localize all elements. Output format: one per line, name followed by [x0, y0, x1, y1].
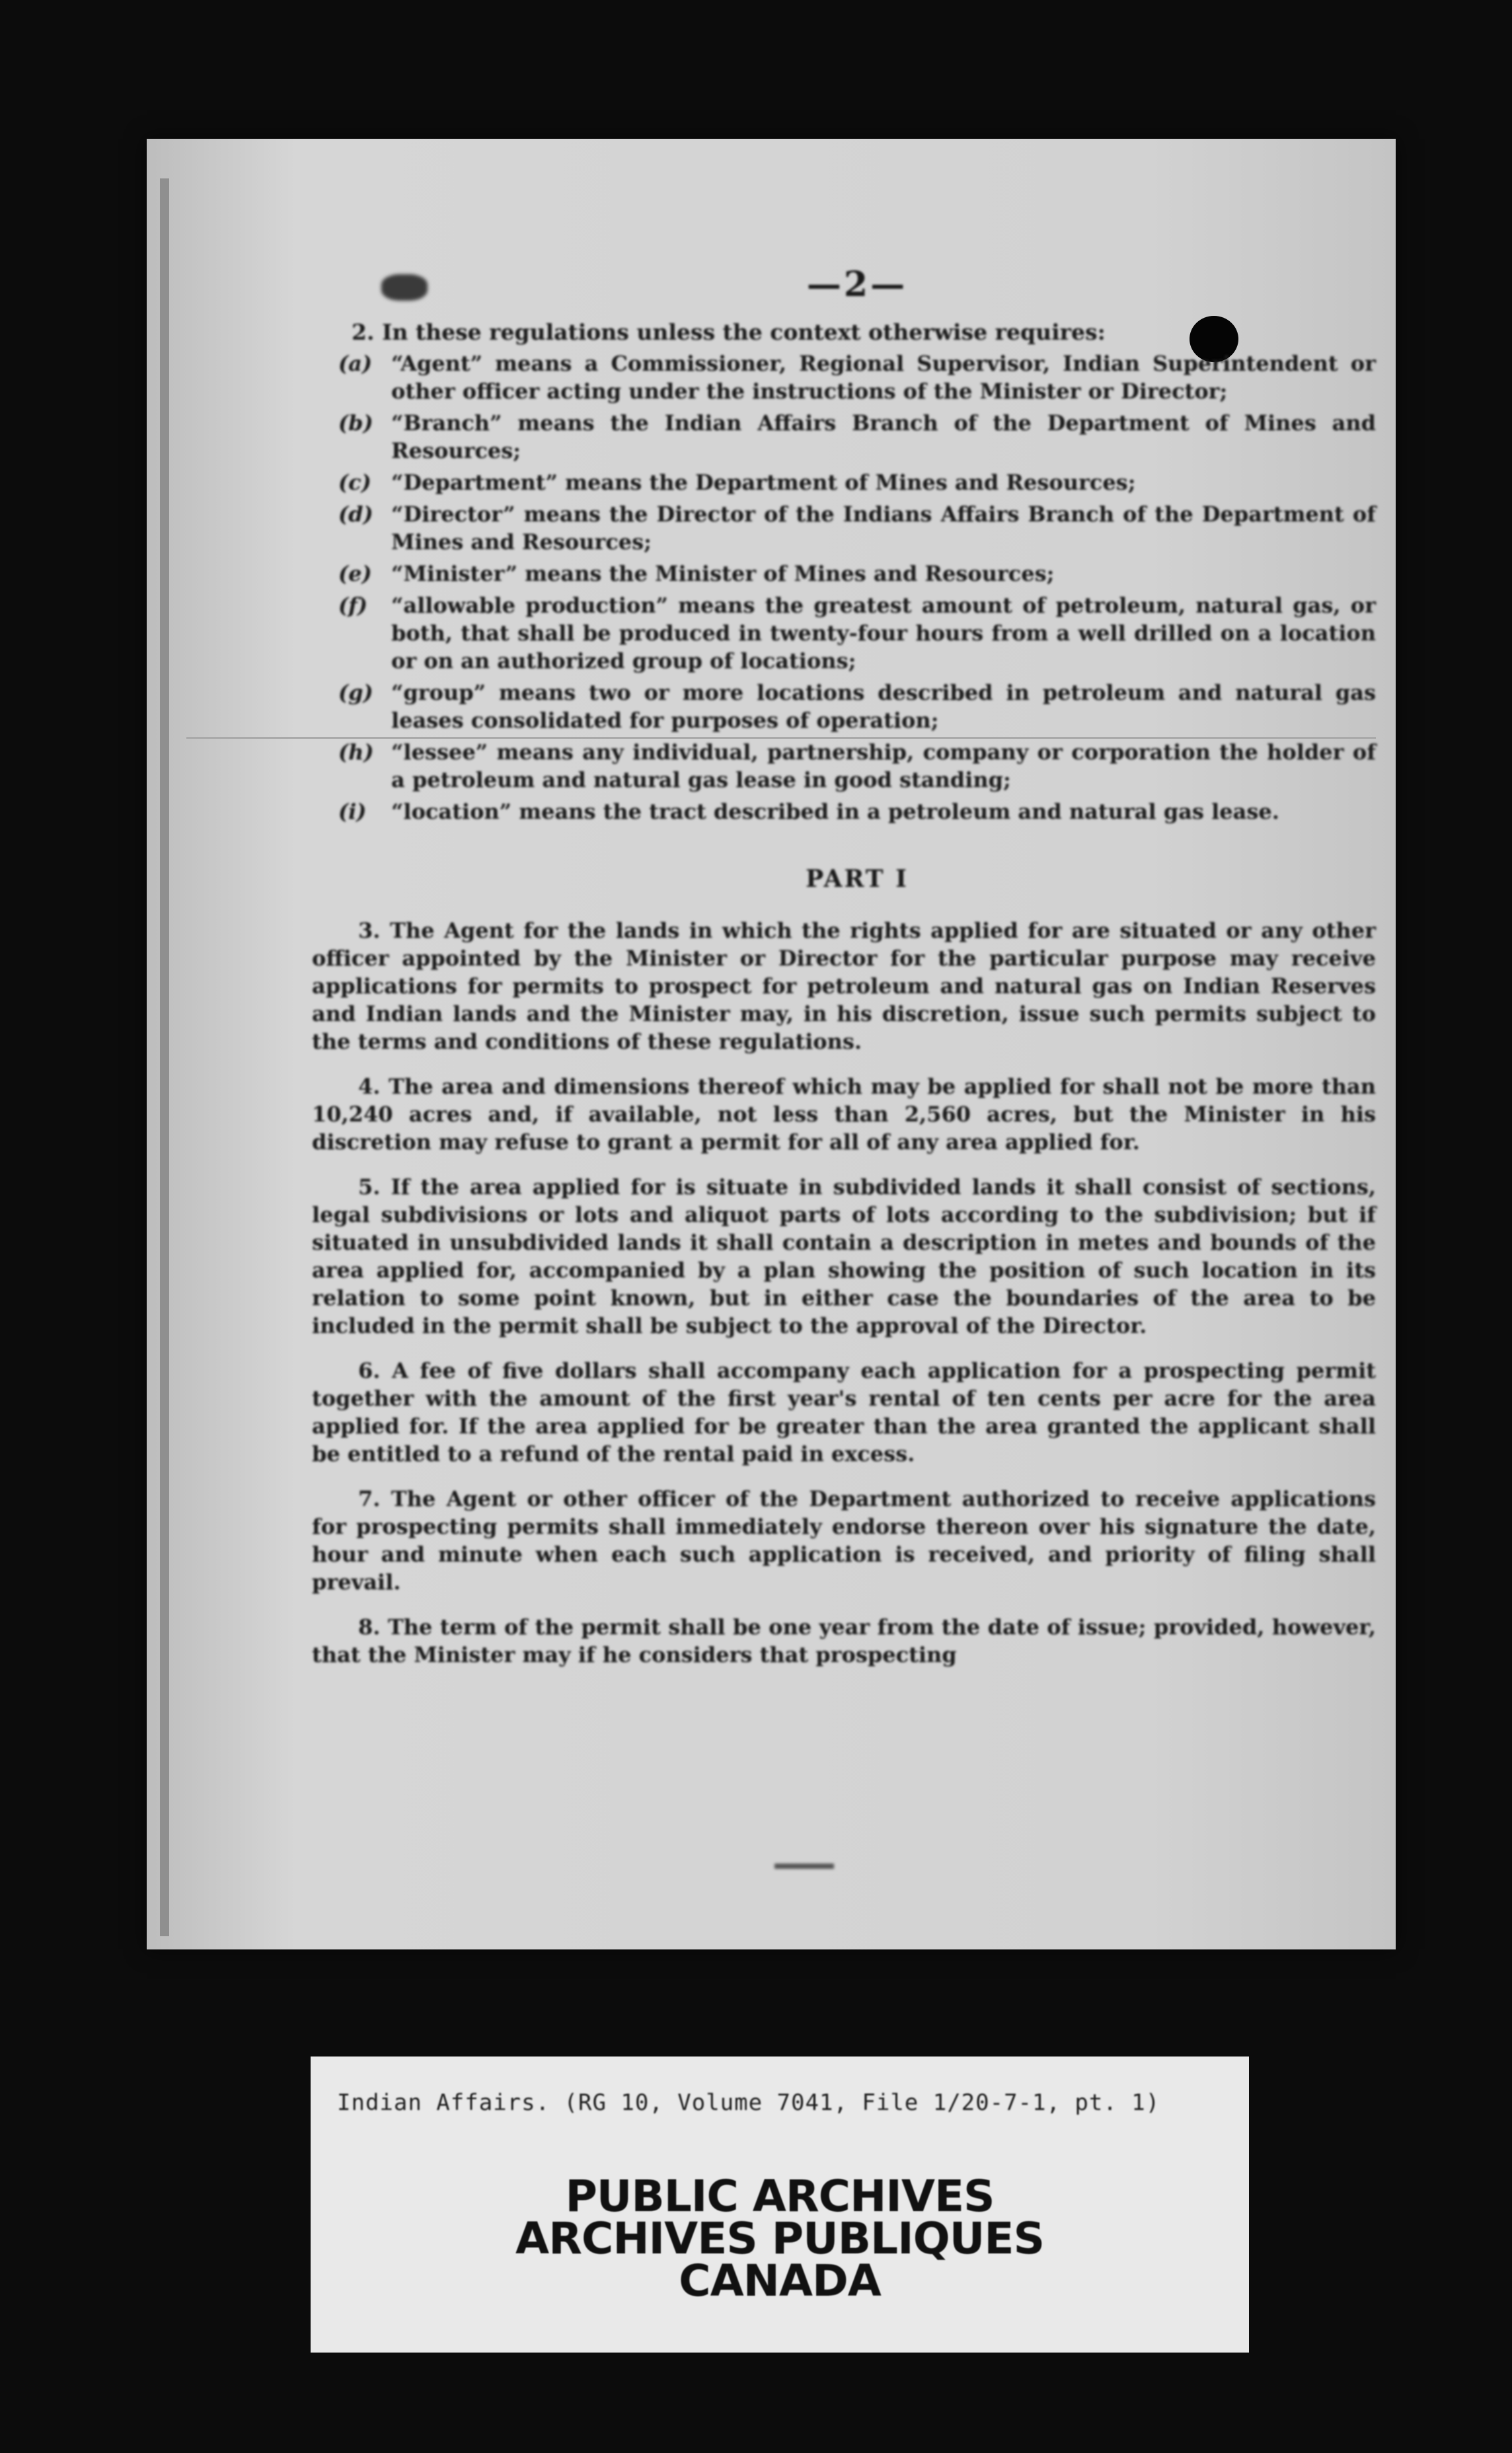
- definition-label: (d): [338, 502, 373, 527]
- page-content: [312, 264, 1376, 1686]
- page-bottom-mark: [775, 1864, 834, 1869]
- definition-text: “Agent” means a Commissioner, Regional Supervisor, Indian Superintendent or other officer acting under the instructions of the Minister or Director;: [391, 351, 1376, 404]
- archive-label-card: [311, 2057, 1249, 2353]
- definition-label: (e): [338, 561, 372, 586]
- section-paragraph: 5. If the area applied for is situate in subdivided lands it shall consist of sections, legal subdivisions or lots and aliquot parts of lots according to the subdivision; but if situated in unsubdivided lands it shall contain a description in metes and bounds of the area applied for, accompanied by a plan showing the position of such location in its relation to some point known, but in either case the boundaries of the area to be included in the permit shall be subject to the approval of the Director.: [312, 1174, 1376, 1338]
- section-paragraph: 4. The area and dimensions thereof which may be applied for shall not be more than 10,240 acres and, if available, not less than 2,560 acres, but the Minister in his discretion may refuse to grant a permit for all of any area applied for.: [312, 1074, 1376, 1154]
- definition-item: [338, 409, 1376, 465]
- definition-item: [338, 738, 1376, 794]
- definition-label: (i): [338, 799, 367, 824]
- page-edge-shadow: [160, 178, 169, 1936]
- section-paragraph: 6. A fee of five dollars shall accompany each application for a prospecting permit together with the amount of the first year's rental of ten cents per acre for the area applied for. If the area applied for be greater than the area granted the applicant shall be entitled to a refund of the rental paid in excess.: [312, 1358, 1376, 1466]
- definition-item: [338, 350, 1376, 405]
- stamp-line: PUBLIC ARCHIVES: [565, 2171, 995, 2222]
- page-number: —2—: [806, 264, 908, 305]
- definition-item: [338, 591, 1376, 675]
- definition-text: “Minister” means the Minister of Mines and Resources;: [391, 561, 1055, 586]
- definition-text: “Director” means the Director of the Indians Affairs Branch of the Department of Mines and Resources;: [391, 502, 1376, 554]
- definitions-list: [338, 350, 1376, 825]
- definition-text: “Branch” means the Indian Affairs Branch of the Department of Mines and Resources;: [391, 410, 1376, 463]
- definition-label: (a): [338, 351, 373, 376]
- stamp-line: ARCHIVES PUBLIQUES: [515, 2213, 1044, 2264]
- definition-text: “group” means two or more locations described in petroleum and natural gas leases consolidated for purposes of operation;: [391, 680, 1376, 733]
- definition-text: “allowable production” means the greatest amount of petroleum, natural gas, or both, that shall be produced in twenty-four hours from a well drilled on a location or on an authorized group of locations;: [391, 593, 1376, 673]
- definition-label: (b): [338, 410, 373, 435]
- section-paragraph: 3. The Agent for the lands in which the rights applied for are situated or any other officer appointed by the Minister or Director for the particular purpose may receive applications for permits to prospect for petroleum and natural gas on Indian Reserves and Indian lands and the Minister may, in his discretion, issue such permits subject to the terms and conditions of these regulations.: [312, 918, 1376, 1054]
- archive-reference: Indian Affairs. (RG 10, Volume 7041, File 1/20-7-1, pt. 1): [337, 2090, 1160, 2116]
- definition-item: [338, 560, 1376, 587]
- definition-item: [338, 469, 1376, 496]
- definition-item: [338, 679, 1376, 734]
- definition-text: “lessee” means any individual, partnership, company or corporation the holder of a petroleum and natural gas lease in good standing;: [391, 739, 1376, 792]
- definition-label: (h): [338, 739, 374, 765]
- stamp-line: CANADA: [679, 2255, 881, 2306]
- definition-item: [338, 500, 1376, 556]
- definition-text: “Department” means the Department of Mines and Resources;: [391, 470, 1136, 495]
- definition-label: (c): [338, 470, 371, 495]
- section-paragraph: 7. The Agent or other officer of the Department authorized to receive applications for prospecting permits shall immediately endorse thereon over his signature the date, hour and minute when each such application is received, and priority of filing shall prevail.: [312, 1486, 1376, 1595]
- section-paragraph: 8. The term of the permit shall be one year from the date of issue; provided, however, that the Minister may if he considers that prospecting: [312, 1614, 1376, 1667]
- definition-label: (f): [338, 593, 368, 618]
- part-heading: PART I: [806, 865, 909, 893]
- definition-text: “location” means the tract described in a petroleum and natural gas lease.: [391, 799, 1279, 824]
- document-page: [147, 139, 1396, 1949]
- archive-stamp: [311, 2171, 1249, 2306]
- definition-item: [338, 798, 1376, 825]
- definitions-intro: 2. In these regulations unless the context otherwise requires:: [352, 319, 1106, 345]
- definition-label: (g): [338, 680, 373, 705]
